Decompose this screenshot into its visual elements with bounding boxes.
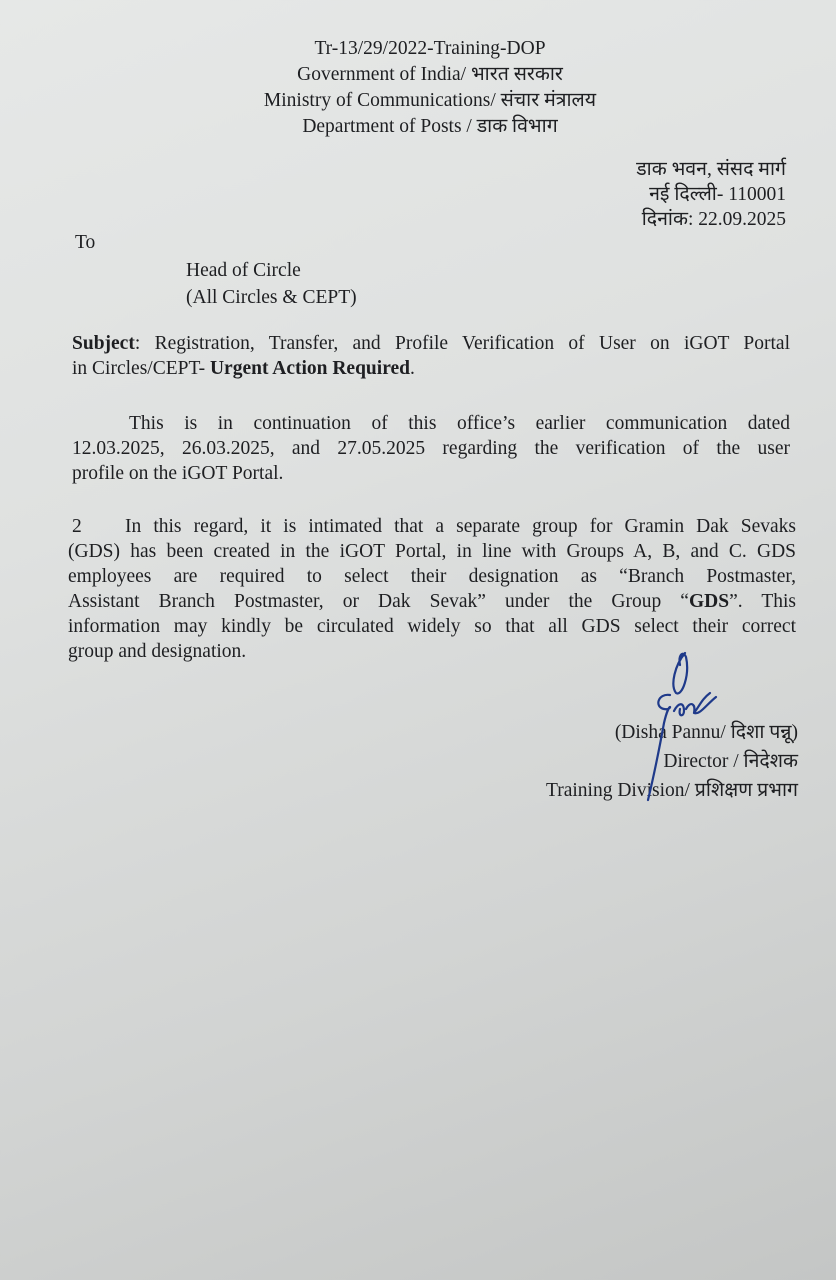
subject-emphasis: Urgent Action Required bbox=[209, 358, 410, 379]
recipient-block bbox=[186, 257, 357, 311]
para2-line: employees are required to select their designation as “Branch Postmaster, bbox=[68, 566, 796, 587]
signatory-division: Training Division/ प्रशिक्षण प्रभाग bbox=[546, 780, 798, 801]
address-line-2: नई दिल्ली- 110001 bbox=[649, 184, 786, 205]
signatory-designation: Director / निदेशक bbox=[663, 751, 798, 772]
para2-line: In this regard, it is intimated that a separate group for Gramin Dak Sevaks bbox=[125, 516, 796, 537]
handwritten-signature bbox=[630, 645, 740, 805]
ministry-line: Ministry of Communications/ संचार मंत्रालय bbox=[263, 90, 597, 111]
para2-number: 2 bbox=[72, 516, 82, 537]
subject-text-2: in Circles/CEPT- bbox=[72, 358, 210, 379]
subject-end: . bbox=[410, 358, 415, 379]
signatory-name: (Disha Pannu/ दिशा पन्नू) bbox=[614, 722, 798, 743]
group-gds: GDS bbox=[688, 591, 730, 612]
letter-date: दिनांक: 22.09.2025 bbox=[641, 209, 786, 230]
para2-line4-post: ”. This bbox=[729, 591, 796, 612]
para2-line: information may kindly be circulated widely so that all GDS select their correct bbox=[68, 616, 796, 637]
subject-label: Subject bbox=[72, 333, 135, 354]
recipient: Head of Circle bbox=[186, 260, 301, 281]
address-line-1: डाक भवन, संसद मार्ग bbox=[636, 159, 786, 180]
para1-line: This is in continuation of this office’s earlier communication dated bbox=[129, 413, 790, 434]
para2-line: group and designation. bbox=[68, 641, 247, 662]
department-line: Department of Posts / डाक विभाग bbox=[302, 116, 558, 137]
para2-line4-pre: Assistant Branch Postmaster, or Dak Sevak” under the Group “ bbox=[68, 591, 689, 612]
paragraph-2 bbox=[68, 514, 796, 664]
paragraph-1 bbox=[72, 411, 790, 486]
government-line: Government of India/ भारत सरकार bbox=[297, 64, 563, 85]
para1-line: profile on the iGOT Portal. bbox=[72, 463, 284, 484]
sender-address bbox=[636, 157, 786, 232]
para2-line: (GDS) has been created in the iGOT Portal, in line with Groups A, B, and C. GDS bbox=[68, 541, 796, 562]
para1-line: 12.03.2025, 26.03.2025, and 27.05.2025 regarding the verification of the user bbox=[72, 438, 790, 459]
subject-text-1: : Registration, Transfer, and Profile Verification of User on iGOT Portal bbox=[134, 333, 790, 354]
subject-block bbox=[72, 331, 790, 381]
recipient-detail: (All Circles & CEPT) bbox=[186, 287, 357, 308]
letter-header bbox=[0, 36, 836, 140]
file-number: Tr-13/29/2022-Training-DOP bbox=[314, 38, 546, 59]
to-label: To bbox=[75, 232, 96, 253]
